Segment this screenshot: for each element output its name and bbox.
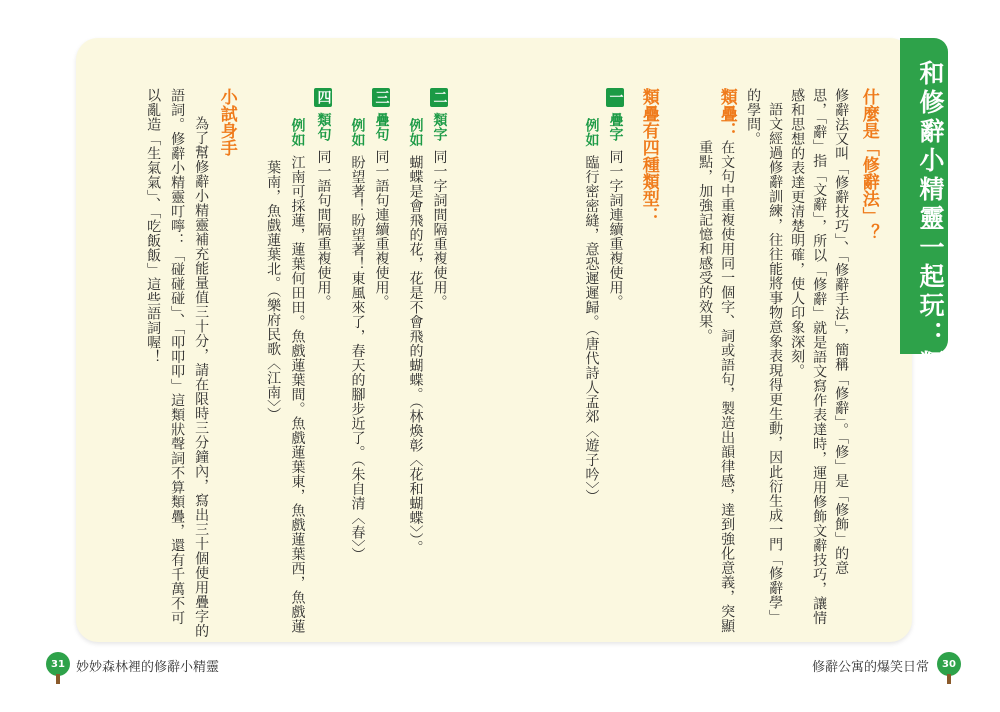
- type-number-badge: 一: [607, 90, 624, 105]
- paragraph-line: 語文經過修辭訓練，往往能將事物意象表現得更生動，因此衍生成一門「修辭學」: [767, 102, 784, 624]
- type-name: 類字: [431, 112, 448, 142]
- type-example-4: [288, 118, 308, 634]
- page-number-tree-icon: [937, 652, 961, 684]
- footer-left: [46, 652, 219, 684]
- example-text: 蝴蝶是會飛的花，花是不會飛的蝴蝶。（林煥彰〈花和蝴蝶〉）。: [407, 155, 424, 555]
- type-number-badge: 四: [315, 90, 332, 105]
- type-name: 疊句: [373, 112, 390, 142]
- example-text: 盼望著！盼望著！東風來了，春天的腳步近了。（朱自清〈春〉）: [349, 155, 366, 562]
- practice-line: 為了幫修辭小精靈補充能量值三十分，請在限時三分鐘內，寫出三十個使用疊字的: [193, 116, 210, 638]
- paragraph-line: 感和思想的表達更清楚明確，使人印象深刻。: [789, 88, 806, 378]
- footer-right: [812, 652, 961, 684]
- paragraph-line: 的學問。: [745, 88, 762, 146]
- type-example-3: [348, 118, 368, 562]
- type-description: 同一語句間隔重複使用。: [315, 149, 332, 309]
- paragraph-line: 修辭法又叫「修辭技巧」、「修辭手法」，簡稱「修辭」。「修」是「修飾」的意: [833, 88, 850, 575]
- type-description: 同一字詞連續重複使用。: [607, 149, 624, 309]
- example-label: 例如: [349, 118, 366, 147]
- page-number: 30: [937, 652, 961, 676]
- types-heading: 類疊有四種類型：: [638, 88, 659, 224]
- section-heading-what-is-rhetoric: 什麼是「修辭法」？: [858, 88, 879, 241]
- paragraph-line: 思，「辭」指「文辭」，所以「修辭」就是語文寫作表達時，運用修飾文辭技巧，讓情: [811, 88, 828, 625]
- type-name: 疊字: [607, 112, 624, 142]
- type-example-2: [406, 118, 426, 555]
- book-subtitle: 修辭公寓的爆笑日常: [812, 659, 930, 675]
- page-number: 31: [46, 652, 70, 676]
- example-label: 例如: [583, 118, 600, 147]
- type-description: 同一字詞間隔重複使用。: [431, 149, 448, 309]
- type-number-badge: 三: [373, 90, 390, 105]
- definition-label: 類疊：: [716, 88, 737, 139]
- type-item-3: [372, 88, 392, 309]
- type-description: 同一語句連續重複使用。: [373, 149, 390, 309]
- example-label: 例如: [407, 118, 424, 147]
- example-text: 臨行密密縫，意恐遲遲歸。（唐代詩人孟郊〈遊子吟〉）: [583, 155, 600, 504]
- type-item-4: [314, 88, 334, 309]
- type-name: 類句: [315, 112, 332, 142]
- book-title: 妙妙森林裡的修辭小精靈: [76, 659, 220, 675]
- type-item-2: [430, 88, 450, 309]
- example-text-continued: 葉南，魚戲蓮葉北。（樂府民歌〈江南〉）: [265, 160, 282, 422]
- practice-line: 語詞。修辭小精靈叮嚀：「碰碰碰」、「叩叩叩」這類狀聲詞不算類疊，還有千萬不可: [169, 88, 186, 625]
- definition-line: 重點，加強記憶和感受的效果。: [697, 140, 714, 343]
- example-text: 江南可採蓮，蓮葉何田田。魚戲蓮葉間。魚戲蓮葉東，魚戲蓮葉西，魚戲蓮: [289, 155, 306, 634]
- page-number-tree-icon: [46, 652, 70, 684]
- type-item-1: [606, 88, 626, 309]
- type-example-1: [582, 118, 602, 504]
- practice-heading: 小試身手: [216, 88, 237, 156]
- definition-line: 在文句中重複使用同一個字、詞或語句，製造出韻律感，達到強化意義，突顯: [719, 140, 736, 633]
- example-label: 例如: [289, 118, 306, 147]
- chapter-title: 和修辭小精靈一起玩：類疊: [916, 60, 945, 408]
- type-number-badge: 二: [431, 90, 448, 105]
- practice-line: 以亂造「生氣氣」、「吃飯飯」這些語詞喔！: [145, 88, 162, 364]
